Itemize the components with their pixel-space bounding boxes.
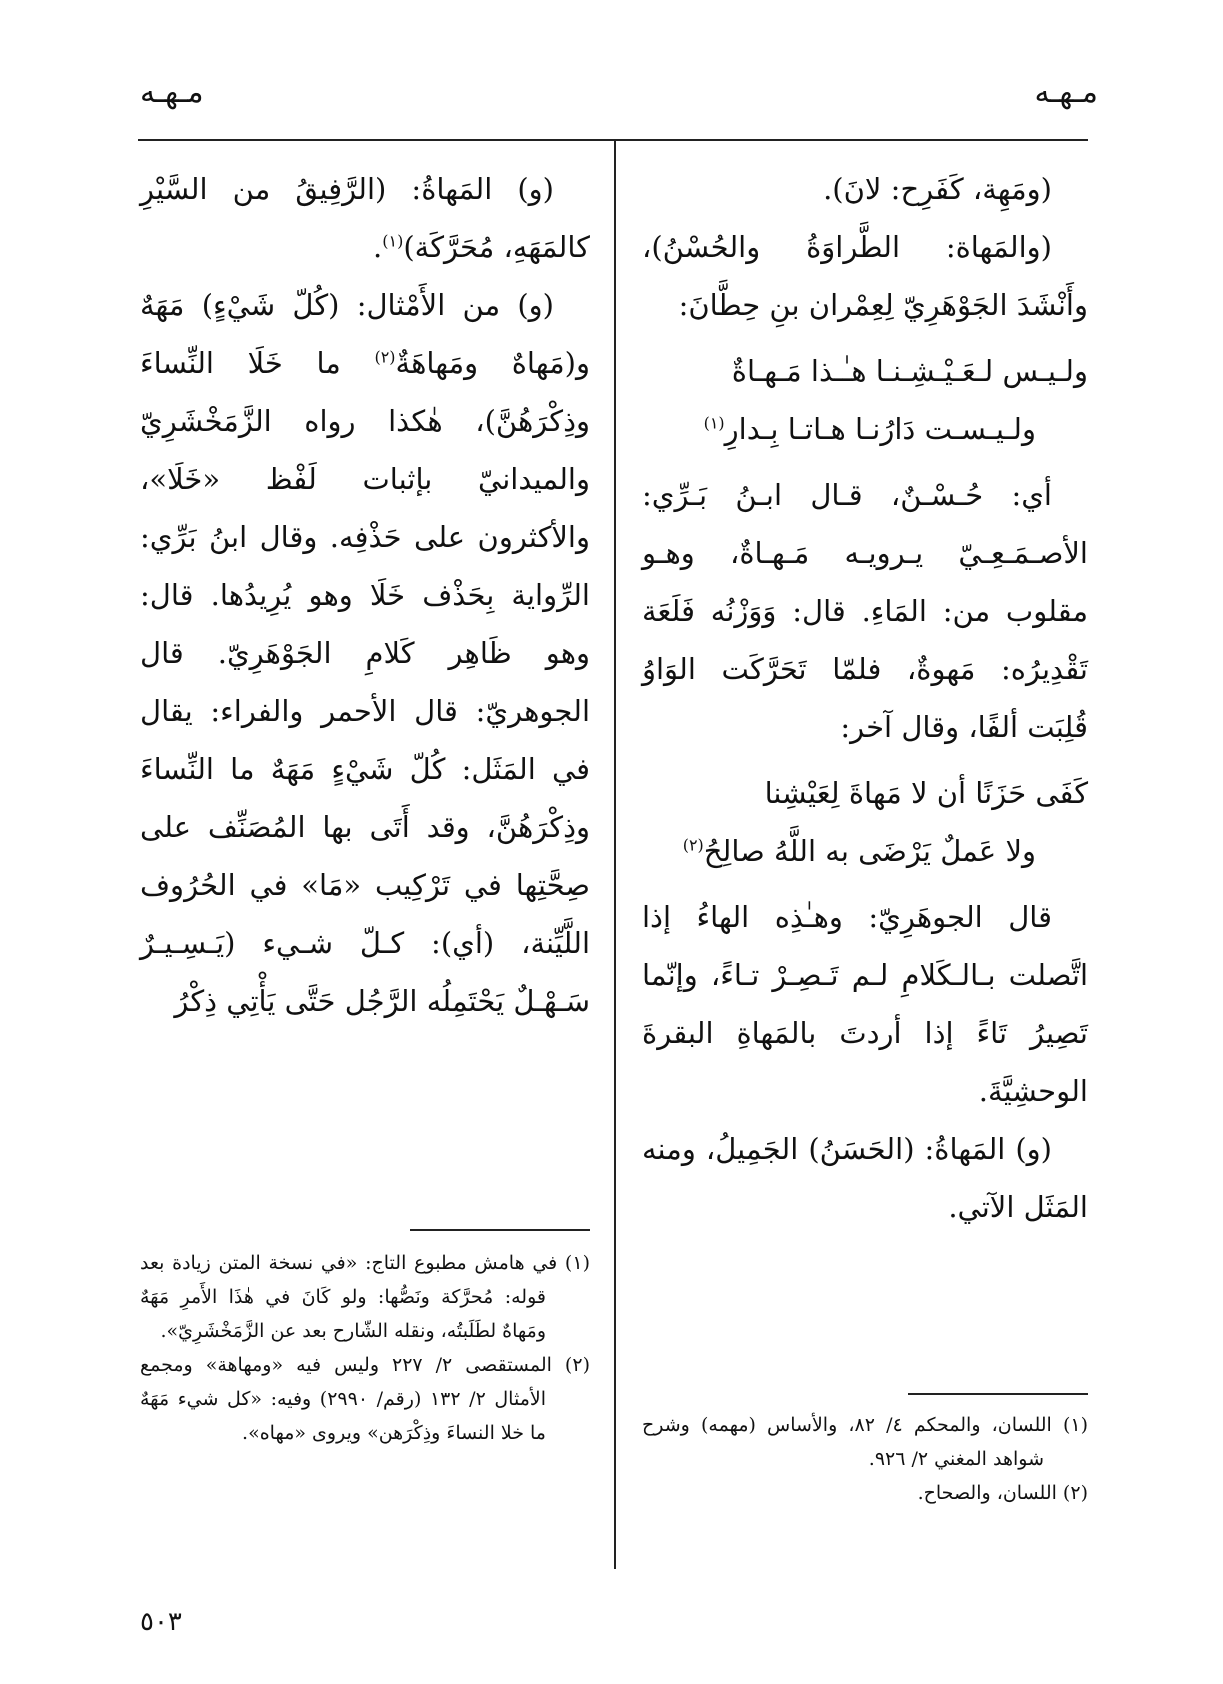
running-head-left: مـهـه	[140, 75, 204, 110]
header-rule	[138, 139, 1088, 141]
footnote-marker: (١)	[703, 413, 725, 433]
footnote: (١) في هامش مطبوع التاج: «في نسخة المتن زيادة بعد قوله: مُحرَّكة ونَصُّها: ولو كَانَ في هٰذَا الأَمرِ مَهَهٌ ومَهاهٌ لطَلَبتُه، ونقله الشّارح بعد عن الزَّمَخْشَرِيّ».	[140, 1252, 590, 1342]
paragraph: أي: حُـسْـنٌ، قـال ابـنُ بَـرِّي: الأصـمَـعِـيّ يـرويـه مَـهـاةٌ، وهـو مقلوب من: المَاءِ. قال: وَوَزْنُه فَلَعَة تَقْدِيرُه: مَهوةٌ، فلمّا تَحَرَّكَت الوَاوُ قُلِبَت ألفًا، وقال آخر:	[642, 478, 1088, 744]
footnote: (١) اللسان، والمحكم ٤/ ٨٢، والأساس (مهمه) وشرح شواهد المغني ٢/ ٩٢٦.	[642, 1414, 1089, 1470]
footnote-rule-right	[908, 1393, 1088, 1395]
right-column-text	[642, 160, 1088, 334]
paragraph	[140, 160, 590, 276]
right-column	[642, 160, 1088, 1236]
paragraph-text: (و) من الأَمْثال: (كُلّ شَيْءٍ) مَهَهٌ و(مَهاهٌ ومَهاهَةٌ	[140, 288, 590, 380]
footnote-marker: (٢)	[374, 347, 396, 367]
footnote-marker: (٢)	[682, 835, 704, 855]
paragraph: قال الجوهَرِيّ: وهـٰذِه الهاءُ إذا اتَّصلت بـالـكَلامِ لـم تَـصِـرْ تـاءً، وإنّما تَصِيرُ تَاءً إذا أردتَ بالمَهاةِ البقرةَ الوحشِيَّةَ.	[642, 900, 1088, 1108]
left-column-text	[140, 160, 590, 1030]
verse-hemistich: كَفَى حَزَنًا أن لا مَهاةَ لِعَيْشِنا	[764, 776, 1088, 810]
verse-1	[642, 342, 1088, 458]
paragraph	[140, 276, 590, 1030]
paragraph-text: .	[373, 230, 383, 264]
right-column-text	[642, 888, 1088, 1236]
left-column	[140, 160, 590, 1030]
footnote-rule-left	[410, 1229, 590, 1231]
paragraph-text: ما خَلَا النِّساءَ وذِكْرَهُنَّ)، هٰكذا رواه الزَّمَخْشَرِيّ والميدانيّ بإثبات لَفْظ «خَلَا»، والأكثرون على حَذْفِه. وقال ابنُ بَرِّي: الرِّواية بِحَذْف خَلَا وهو يُرِيدُها. قال: وهو ظَاهِر كَلامِ الجَوْهَرِيّ. قال الجوهريّ: قال الأحمر والفراء: يقال في المَثَل: كُلّ شَيْءٍ مَهَهٌ ما النِّساءَ وذِكْرَهُنَّ، وقد أَتَى بها المُصَنِّف على صِحَّتِها في تَرْكِيب «مَا» في الحُرُوف اللَّيِّنة، (أي): كـلّ شـيء (يَـسِـيـرٌ سَـهْـلٌ يَحْتَمِلُه الرَّجُل حَتَّى يَأْتِي ذِكْرُ	[140, 346, 590, 1018]
running-head-right: مـهـه	[1034, 75, 1098, 110]
paragraph-text: (و) المَهاةُ: (الرَّفِيقُ من السَّيْرِ كالمَهَهِ، مُحَرَّكَة)	[140, 172, 590, 264]
footnote: (٢) اللسان، والصحاح.	[917, 1482, 1088, 1504]
verse-hemistich	[642, 400, 1088, 458]
footnote-marker: (١)	[382, 231, 404, 251]
verse-hemistich: ولـيـس لـعَـيْـشِـنـا هـٰـذا مَـهـاةٌ	[731, 354, 1088, 388]
right-column-text	[642, 466, 1088, 756]
verse-hemistich	[642, 822, 1088, 880]
verse-text: ولـيـسـت دَارُنـا هـاتـا بِـدارِ	[724, 412, 1036, 446]
paragraph: (والمَهاة: الطَّراوَةُ والحُسْنُ)، وأَنْشَدَ الجَوْهَرِيّ لِعِمْران بنِ حِطَّانَ:	[642, 230, 1088, 322]
page-number: ٥٠٣	[140, 1607, 182, 1637]
footnotes-right	[642, 1408, 1088, 1510]
footnotes-left	[140, 1246, 590, 1450]
verse-2	[642, 764, 1088, 880]
paragraph: (ومَهِة، كَفَرِح: لانَ).	[823, 172, 1052, 206]
paragraph: (و) المَهاةُ: (الحَسَنُ) الجَمِيلُ، ومنه المَثَل الآتي.	[642, 1132, 1088, 1224]
verse-text: ولا عَملٌ يَرْضَى به اللَّهُ صالِحُ	[703, 834, 1036, 868]
column-divider	[614, 141, 616, 1569]
footnote: (٢) المستقصى ٢/ ٢٢٧ وليس فيه «ومهاهة» ومجمع الأمثال ٢/ ١٣٢ (رقم/ ٢٩٩٠) وفيه: «كل شيء مَهَهٌ ما خلا النساءَ وذِكْرَهن» ويروى «مهاه».	[140, 1354, 590, 1444]
